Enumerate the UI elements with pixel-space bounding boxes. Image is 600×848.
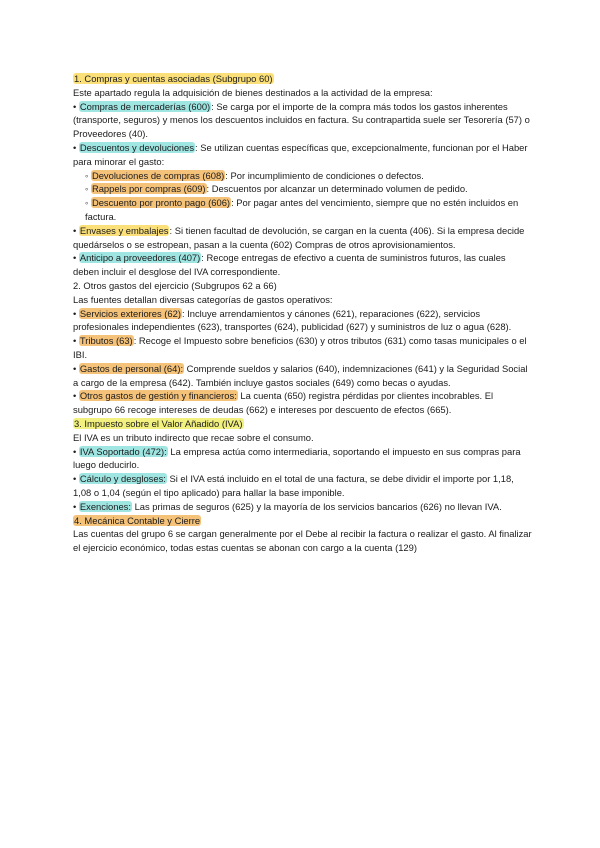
bullet: • (73, 307, 79, 319)
item-iva-soportado-text: La empresa actúa como intermediaria, soportando el impuesto en sus compras para luego deducirlo. (73, 445, 521, 471)
section-3-heading (73, 417, 533, 431)
item-personal-term: Gastos de personal (64): (79, 362, 184, 374)
subitem-pronto-pago (73, 196, 533, 224)
subitem-devoluciones-term: Devoluciones de compras (608) (91, 169, 225, 181)
document-body (73, 72, 533, 555)
item-exenciones (73, 500, 533, 514)
section-3-heading-text: 3. Impuesto sobre el Valor Añadido (IVA) (74, 417, 243, 429)
section-2-intro: Las fuentes detallan diversas categorías de gastos operativos: (73, 293, 333, 305)
item-compras-text: : Se carga por el importe de la compra más todos los gastos inherentes (transporte, seguros) y menos los descuentos incluidos en factura. Su contrapartida suele ser Tesorería (57) o Proveedores (40). (73, 100, 530, 140)
subitem-pronto-pago-term: Descuento por pronto pago (606) (91, 197, 231, 209)
item-personal-text: Comprende sueldos y salarios (640), indemnizaciones (641) y la Seguridad Social a cargo de la empresa (642). También incluye gastos sociales (649) como becas o ayudas. (73, 362, 528, 388)
bullet: • (73, 445, 79, 457)
item-descuentos-term: Descuentos y devoluciones (79, 141, 195, 153)
bullet: • (73, 100, 79, 112)
item-envases (73, 224, 533, 252)
item-otros-gastos (73, 389, 533, 417)
subitem-pronto-pago-text: : Por pagar antes del vencimiento, siempre que no estén incluidos en factura. (85, 197, 519, 222)
section-4-body: Las cuentas del grupo 6 se cargan generalmente por el Debe al recibir la factura o realizar el gasto. Al finalizar el ejercicio económico, todas estas cuentas se abonan con cargo a la cuenta (129) (73, 528, 532, 554)
item-anticipo-term: Anticipo a proveedores (407) (79, 252, 201, 264)
item-iva-soportado (73, 445, 533, 473)
section-1-intro: Este apartado regula la adquisición de bienes destinados a la actividad de la empresa: (73, 86, 433, 98)
item-descuentos-text: : Se utilizan cuentas específicas que, excepcionalmente, funcionan por el Haber para minorar el gasto: (73, 141, 528, 167)
item-envases-text: : Si tienen facultad de devolución, se cargan en la cuenta (406). Si la empresa decide quedárselos o se estropean, pasan a la cuenta (602) Compras de otros aprovisionamientos. (73, 224, 525, 250)
bullet: • (73, 252, 79, 264)
sub-bullet: ◦ (85, 183, 91, 195)
bullet: • (73, 335, 79, 347)
item-tributos-term: Tributos (63) (79, 335, 133, 347)
item-compras (73, 100, 533, 141)
item-exenciones-term: Exenciones: (79, 500, 131, 512)
subitem-rappels-text: : Descuentos por alcanzar un determinado volumen de pedido. (206, 183, 468, 195)
item-servicios-term: Servicios exteriores (62) (79, 307, 181, 319)
subitem-rappels-term: Rappels por compras (609) (91, 183, 206, 195)
subitem-devoluciones (73, 169, 533, 183)
bullet: • (73, 224, 79, 236)
item-otros-gastos-text: La cuenta (650) registra pérdidas por clientes incobrables. El subgrupo 66 recoge intereses de deudas (662) e intereses por descuento de efectos (665). (73, 390, 494, 416)
item-anticipo-text: : Recoge entregas de efectivo a cuenta de suministros futuros, las cuales deben incluir el desglose del IVA correspondiente. (73, 252, 506, 278)
section-1-heading-text: 1. Compras y cuentas asociadas (Subgrupo 60) (74, 73, 273, 84)
item-calculo-text: Si el IVA está incluido en el total de una factura, se debe dividir el importe por 1,18, 1,08 o 1,04 (según el tipo aplicado) para hallar la base imponible. (73, 473, 514, 498)
sub-bullet: ◦ (85, 197, 91, 209)
bullet: • (73, 390, 79, 402)
item-iva-soportado-term: IVA Soportado (472): (79, 445, 167, 457)
bullet: • (73, 362, 79, 374)
section-4-heading (73, 514, 533, 528)
subitem-rappels (73, 182, 533, 196)
item-exenciones-text: Las primas de seguros (625) y la mayoría de los servicios bancarios (626) no llevan IVA. (131, 500, 502, 512)
item-servicios-text: : Incluye arrendamientos y cánones (621), reparaciones (622), servicios profesionales independientes (623), transportes (624), publicidad (627) y suministros de luz o agua (628). (73, 307, 512, 333)
section-4-heading-text: 4. Mecánica Contable y Cierre (74, 514, 201, 526)
item-servicios (73, 307, 533, 335)
item-tributos (73, 334, 533, 362)
item-compras-term: Compras de mercaderías (600) (79, 100, 211, 112)
item-calculo (73, 472, 533, 500)
subitem-devoluciones-text: : Por incumplimiento de condiciones o defectos. (225, 169, 424, 181)
item-tributos-text: : Recoge el Impuesto sobre beneficios (630) y otros tributos (631) como tasas municipales o el IBI. (73, 335, 527, 360)
sub-bullet: ◦ (85, 169, 91, 181)
bullet: • (73, 473, 79, 485)
section-2-heading: 2. Otros gastos del ejercicio (Subgrupos 62 a 66) (73, 279, 277, 291)
section-3-intro: El IVA es un tributo indirecto que recae sobre el consumo. (73, 431, 314, 443)
item-calculo-term: Cálculo y desgloses: (79, 473, 166, 485)
item-anticipo (73, 251, 533, 279)
bullet: • (73, 141, 79, 153)
bullet: • (73, 500, 79, 512)
item-personal (73, 362, 533, 390)
item-envases-term: Envases y embalajes (79, 224, 169, 236)
item-otros-gastos-term: Otros gastos de gestión y financieros: (79, 390, 237, 402)
section-1-heading (73, 72, 533, 86)
item-descuentos (73, 141, 533, 169)
